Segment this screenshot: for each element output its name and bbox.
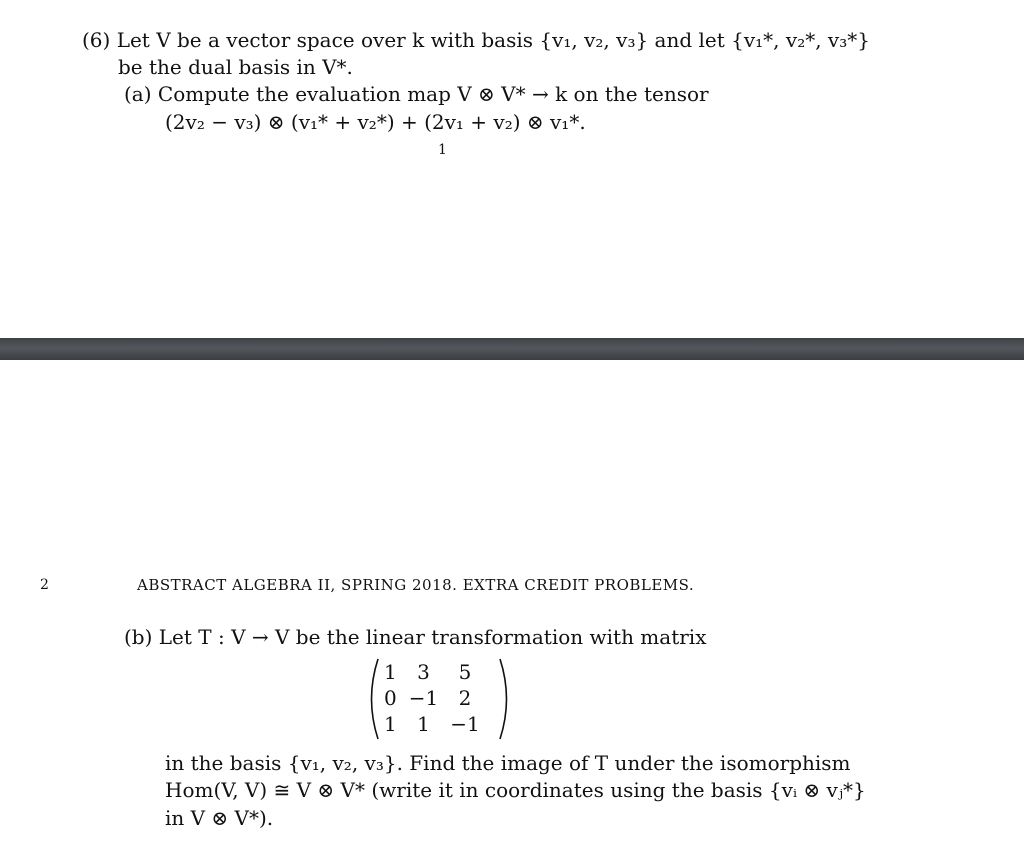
- matrix-cell: −1: [408, 686, 439, 710]
- matrix-cell: 1: [384, 660, 397, 684]
- matrix-cell: 5: [458, 660, 472, 684]
- running-header: ABSTRACT ALGEBRA II, SPRING 2018. EXTRA CREDIT PROBLEMS.: [137, 576, 695, 594]
- matrix-right-paren: [498, 657, 514, 741]
- matrix-cell: 3: [417, 660, 430, 684]
- matrix-cell: −1: [450, 712, 480, 736]
- page-number-1: 1: [438, 142, 447, 158]
- problem-6-line-1: (6) Let V be a vector space over k with basis {v₁, v₂, v₃} and let {v₁*, v₂*, v₃*}: [82, 28, 870, 52]
- matrix: [364, 657, 514, 741]
- matrix-cell: 0: [384, 686, 397, 710]
- part-b-line-1: (b) Let T : V → V be the linear transformation with matrix: [124, 625, 707, 649]
- part-a-line-2: (2v₂ − v₃) ⊗ (v₁* + v₂*) + (2v₁ + v₂) ⊗ v₁*.: [165, 110, 586, 134]
- part-b-line-3: Hom(V, V) ≅ V ⊗ V* (write it in coordinates using the basis {vᵢ ⊗ vⱼ*}: [165, 778, 866, 802]
- matrix-row: [378, 711, 486, 737]
- page-number-2: 2: [40, 577, 49, 593]
- part-b-line-4: in V ⊗ V*).: [165, 806, 274, 830]
- matrix-cell: 1: [384, 712, 397, 736]
- problem-6-line-2: be the dual basis in V*.: [118, 55, 353, 79]
- matrix-table: [378, 659, 486, 737]
- part-a-line-1: (a) Compute the evaluation map V ⊗ V* → k on the tensor: [124, 82, 709, 106]
- matrix-cell: 1: [417, 712, 430, 736]
- part-b-line-2: in the basis {v₁, v₂, v₃}. Find the image of T under the isomorphism: [165, 751, 851, 775]
- matrix-cell: 2: [458, 686, 472, 710]
- matrix-row: [378, 685, 486, 711]
- matrix-row: [378, 659, 486, 685]
- page-separator: [0, 338, 1024, 360]
- pdf-page-1: [0, 0, 1024, 338]
